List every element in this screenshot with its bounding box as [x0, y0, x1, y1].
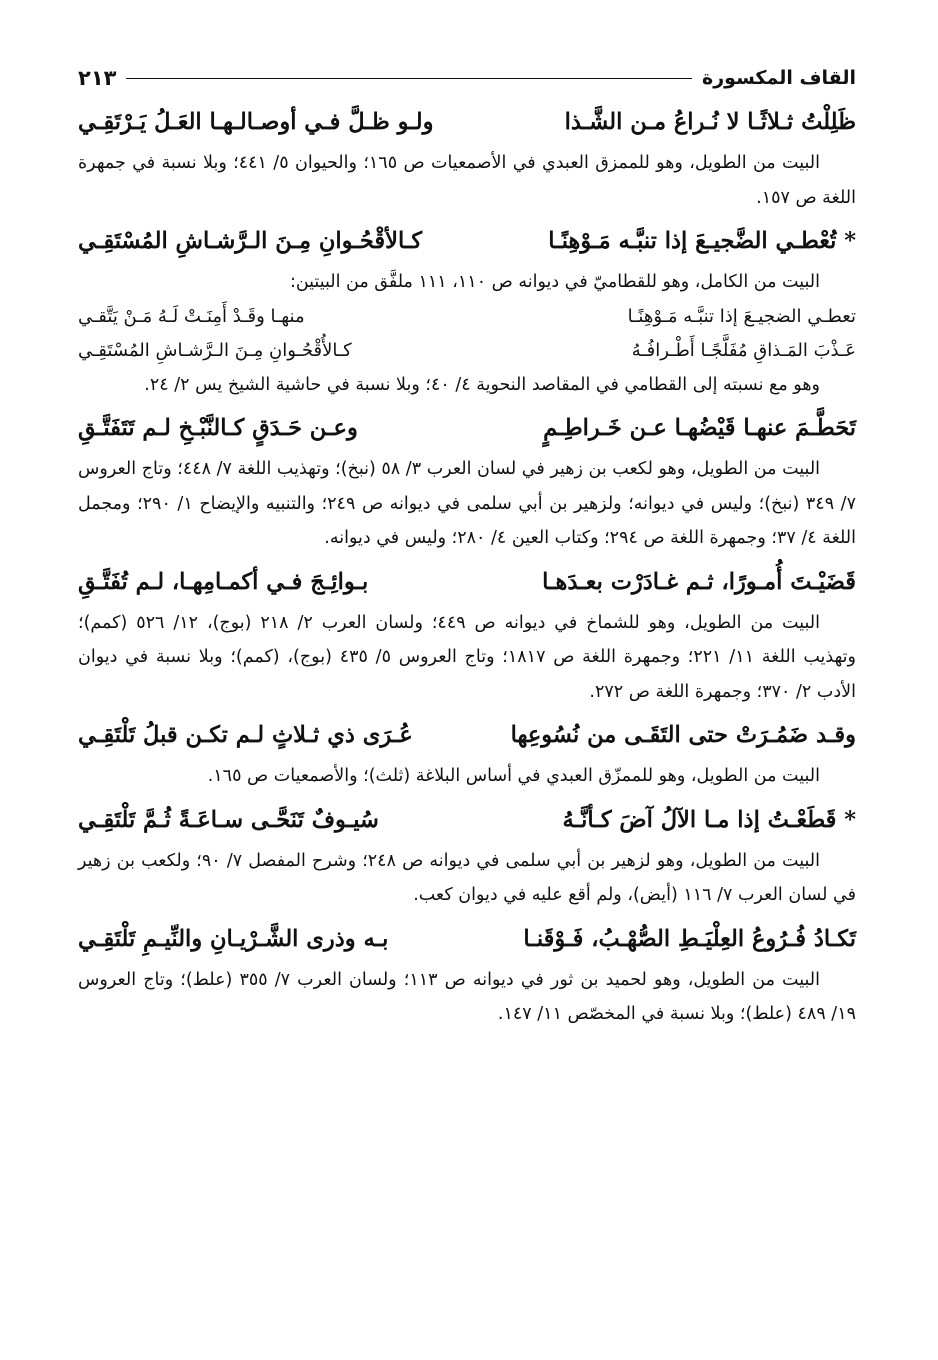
verse-first-hemistich: تَحَطَّـمَ عنهـا قَيْضُهـا عـن خَـراطِـمٍ	[543, 415, 856, 441]
quoted-second-hemistich: منهـا وقَـدْ أَمِنَـتْ لَـهُ مَـنْ يَتَّقـي	[78, 305, 305, 327]
verse-second-hemistich: بـه وذرى الشَّـرْيـانِ والنِّيـمِ تَلْتَقِـي	[78, 925, 389, 952]
verse-commentary: البيت من الطويل، وهو للممزّق العبدي في أساس البلاغة (ثلث)؛ والأصمعيات ص ١٦٥.	[207, 766, 820, 786]
verse-line	[78, 221, 856, 265]
verse-first-hemistich: وقـد ضَمُـرَتْ حتى التَقَـى من نُسُوعِها	[510, 722, 856, 748]
verse-line	[78, 408, 856, 452]
verse-commentary: البيت من الطويل، وهو للشماخ في ديوانه ص ٤٤٩؛ ولسان العرب ٢/ ٢١٨ (بوج)، ١٢/ ٥٢٦ (كمم)؛ وتهذيب اللغة ١١/ ٢٢١؛ وجمهرة اللغة ص ١٨١٧؛ وتاج العروس ٥/ ٤٣٥ (بوج)، (كمم)؛ وبلا نسبة في ديوان الأدب ٢/ ٣٧٠؛ وجمهرة اللغة ص ٢٧٢.	[78, 612, 856, 702]
quoted-first-hemistich: عَـذْبَ المَـذاقِ مُفَلَّجًـا أَطْـرافُـهُ	[631, 339, 856, 361]
verse-commentary: البيت من الطويل، وهو للممزق العبدي في الأصمعيات ص ١٦٥؛ والحيوان ٥/ ٤٤١؛ وبلا نسبة في جمهرة اللغة ص ١٥٧.	[78, 153, 856, 208]
verse-first-hemistich: تَكـادُ فُـرُوعُ العِلْيَـطِ الصُّهْـبُ، فَـوْقَنـا	[523, 925, 856, 952]
quoted-first-hemistich: تعطـي الضجيـعَ إذا تنبَّـه مَـوْهِنًـا	[627, 305, 856, 327]
verse-commentary: البيت من الكامل، وهو للقطاميّ في ديوانه ص ١١٠، ١١١ ملفَّق من البيتين:	[289, 272, 820, 292]
chapter-title: القاف المكسورة	[702, 67, 856, 89]
verse-second-hemistich: وعـن حَـدَقٍ كـالنَّبْـخِ لـم تَتَفَتَّـقِ	[78, 415, 358, 441]
quoted-verse-line	[78, 334, 856, 368]
header-rule	[126, 78, 692, 79]
verse-line	[78, 919, 856, 963]
verse-second-hemistich: سُيـوفٌ تَنَحَّـى سـاعَـةً ثُـمَّ تَلْتَقِـي	[78, 806, 379, 833]
verse-commentary: البيت من الطويل، وهو لكعب بن زهير في لسان العرب ٣/ ٥٨ (نبخ)؛ وتهذيب اللغة ٧/ ٤٤٨؛ وتاج العروس ٧/ ٣٤٩ (نبخ)؛ وليس في ديوانه؛ ولزهير بن أبي سلمى في ديوانه ص ٢٤٩؛ والتنبيه والإيضاح ١/ ٢٩٠؛ ومجمل اللغة ٤/ ٣٧؛ وجمهرة اللغة ص ٢٩٤؛ وكتاب العين ٤/ ٢٨٠؛ وليس في ديوانه.	[78, 459, 856, 548]
verse-commentary: وهو مع نسبته إلى القطامي في المقاصد النحوية ٤/ ٤٠؛ وبلا نسبة في حاشية الشيخ يس ٢/ ٢٤.	[144, 374, 820, 395]
verse-commentary: البيت من الطويل، وهو لحميد بن ثور في ديوانه ص ١١٣؛ ولسان العرب ٧/ ٣٥٥ (علط)؛ وتاج العروس ١٩/ ٤٨٩ (علط)؛ وبلا نسبة في المخصّص ١١/ ١٤٧.	[78, 969, 856, 1024]
verse-line	[78, 562, 856, 606]
verse-commentary: البيت من الطويل، وهو لزهير بن أبي سلمى في ديوانه ص ٢٤٨؛ وشرح المفصل ٧/ ٩٠؛ ولكعب بن زهير في لسان العرب ٧/ ١١٦ (أيض)، ولم أقع عليه في ديوان كعب.	[78, 850, 856, 905]
verse-line	[78, 800, 856, 844]
page-number: ٢١٣	[78, 66, 117, 90]
quoted-second-hemistich: كـالأُقْحُـوانِ مِـنَ الـرَّشـاشِ المُسْتَقِـي	[78, 339, 352, 361]
verse-second-hemistich: ولـو ظـلَّ فـي أوصـالـهـا العَـلُ يَـرْتَقِـي	[78, 109, 434, 135]
running-header	[78, 60, 856, 96]
quoted-verse-line	[78, 300, 856, 334]
verse-line	[78, 715, 856, 759]
verse-second-hemistich: بـوائِـجَ فـي أكمـامِهـا، لـم تُفَتَّـقِ	[78, 568, 369, 595]
verse-first-hemistich: * قَطَعْـتُ إذا مـا الآلُ آضَ كـأنَّـهُ	[562, 806, 856, 833]
verse-second-hemistich: كـالأقْحُـوانِ مِـنَ الـرَّشـاشِ المُسْتَقِـي	[78, 228, 423, 254]
verse-first-hemistich: ظَلِلْتُ ثـلاثًـا لا نُـراعُ مـن الشَّـذا	[564, 109, 856, 135]
verse-first-hemistich: * تُعْطـي الضَّجيـعَ إذا تنبَّـه مَـوْهِنًـا	[548, 228, 856, 254]
verse-line	[78, 102, 856, 146]
verse-first-hemistich: قَضَيْـتَ أُمـورًا، ثـم غـادَرْت بعـدَهـا	[542, 568, 856, 595]
verse-second-hemistich: عُـرَى ذي ثـلاثٍ لـم تكـن قبلُ تَلْتَقِـي	[78, 722, 413, 748]
